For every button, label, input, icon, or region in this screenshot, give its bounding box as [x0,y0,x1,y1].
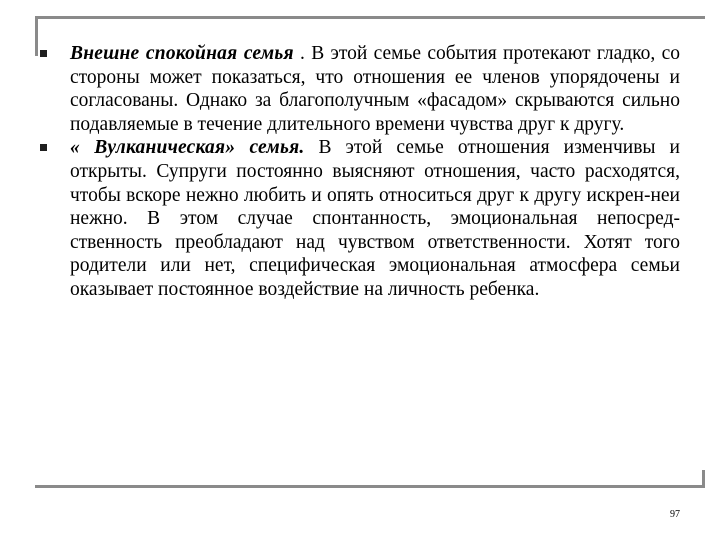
bullet-term: Внешне спокойная семья [70,43,294,64]
bullet-item-volcanic-family [40,136,680,301]
top-border-line [35,16,705,19]
left-border-line [35,16,38,56]
square-bullet-icon [40,144,47,151]
bullet-list [40,42,680,302]
bullet-item-calm-family [40,42,680,136]
square-bullet-icon [40,50,47,57]
right-border-line [702,470,705,488]
bullet-text: . В этой семье события протекают гладко, со стороны может показаться, что отношения ее членов упорядочены и согласованы. Однако за благополучным «фасадом» скрываются сильно подавляемые в течение длительного времени чувства друг к другу. [70,43,680,135]
page-number: 97 [670,509,680,520]
bullet-term: « Вулканическая» семья. [70,137,305,159]
bottom-border-line [35,485,705,488]
bullet-text: В этой семье отношения изменчивы и открыты. Супруги постоянно выясняют отношения, часто расходятся, чтобы вскоре нежно любить и опять относиться друг к другу искрен-неи нежно. В этом случае спонтанность, эмоциональная непосред-ственность преобладают над чувством ответственности. Хотят того родители или нет, специфическая эмоциональная атмосфера семьи оказывает постоянное воздействие на личность ребенка. [70,137,680,300]
